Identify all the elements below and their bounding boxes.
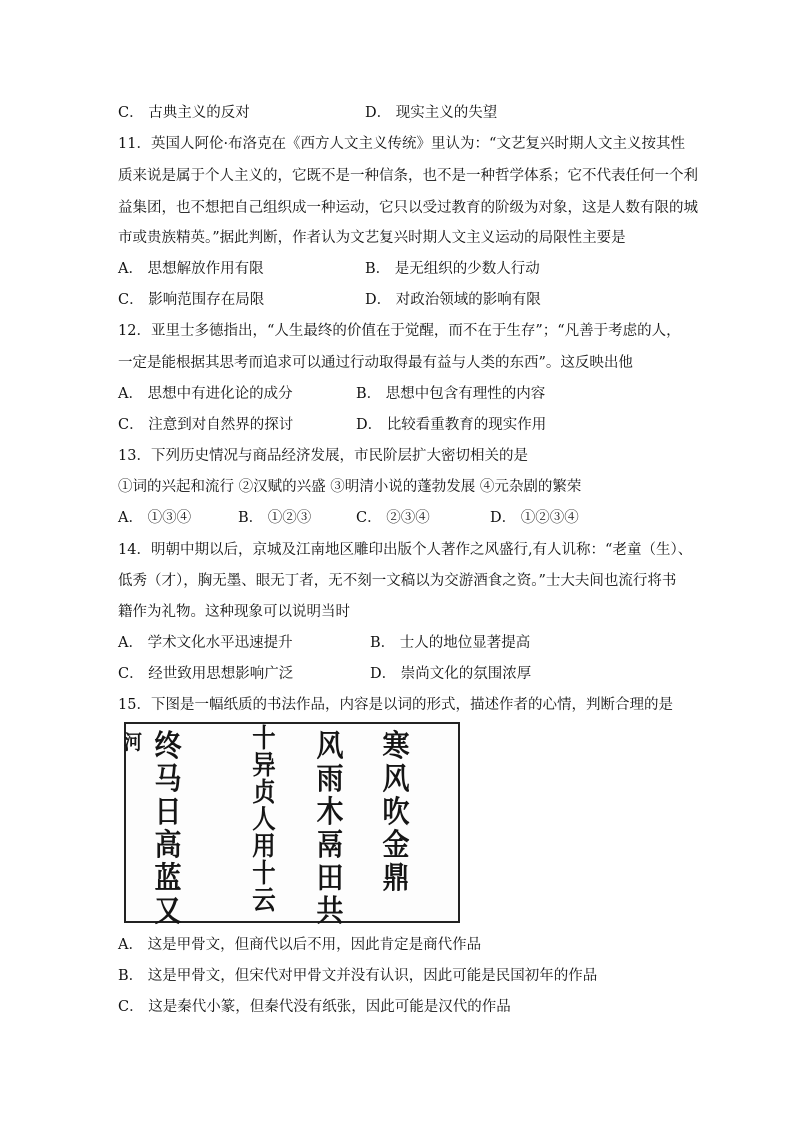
calligraphy-char: 日: [154, 795, 182, 830]
q14-option-b[interactable]: B． 士人的地位显著提高: [370, 635, 531, 651]
calligraphy-column-1: [374, 730, 418, 895]
q14-option-a[interactable]: A． 学术文化水平迅速提升: [118, 635, 293, 651]
calligraphy-char: 终: [154, 729, 182, 764]
calligraphy-char: 吹: [382, 795, 410, 830]
q11-option-b[interactable]: B． 是无组织的少数人行动: [365, 261, 540, 277]
q10-option-c[interactable]: C． 古典主义的反对: [118, 105, 250, 121]
calligraphy-column-2: [308, 730, 352, 928]
q14-stem-line-1: 14．明朝中期以后，京城及江南地区雕印出版个人著作之风盛行,有人讥称：“老童（生）、: [118, 542, 693, 558]
q13-options-row: [118, 508, 678, 528]
q12-options-row-2: [118, 415, 678, 435]
q13-option-d[interactable]: D． ①②③④: [490, 510, 579, 526]
calligraphy-char: 用: [252, 832, 276, 862]
q10-option-d[interactable]: D． 现实主义的失望: [365, 105, 498, 121]
calligraphy-column-4: [146, 730, 190, 928]
q11-stem-line-3: 益集团，也不想把自己组织成一种运动，它只以受过教育的阶级为对象，这是人数有限的城: [118, 200, 698, 216]
calligraphy-char: 田: [316, 861, 344, 896]
calligraphy-char: 雨: [316, 762, 344, 797]
q12-option-c[interactable]: C． 注意到对自然界的探讨: [118, 417, 294, 433]
q14-option-c[interactable]: C． 经世致用思想影响广泛: [118, 666, 294, 682]
calligraphy-char: 异: [252, 751, 276, 781]
q12-option-a[interactable]: A． 思想中有进化论的成分: [118, 386, 293, 402]
calligraphy-char: 木: [316, 795, 344, 830]
calligraphy-char: 共: [316, 894, 344, 929]
q13-option-a[interactable]: A． ①③④: [118, 510, 192, 526]
q15-stem: 15．下图是一幅纸质的书法作品，内容是以词的形式，描述作者的心情，判断合理的是: [118, 697, 673, 713]
calligraphy-char: 马: [154, 762, 182, 797]
q12-option-d[interactable]: D． 比较看重教育的现实作用: [356, 417, 547, 433]
q15-option-a[interactable]: A． 这是甲骨文，但商代以后不用，因此肯定是商代作品: [118, 937, 482, 953]
calligraphy-char: 蓝: [154, 861, 182, 896]
q15-option-c[interactable]: C． 这是秦代小篆，但秦代没有纸张，因此可能是汉代的作品: [118, 999, 511, 1015]
calligraphy-char: 又: [154, 894, 182, 929]
calligraphy-char: 十: [252, 724, 276, 754]
q10-options-row: [118, 103, 678, 123]
calligraphy-char: 高: [154, 828, 182, 863]
q14-option-d[interactable]: D． 崇尚文化的氛围浓厚: [370, 666, 532, 682]
q12-options-row-1: [118, 384, 678, 404]
q12-option-b[interactable]: B． 思想中包含有理性的内容: [356, 386, 546, 402]
q15-option-b[interactable]: B． 这是甲骨文，但宋代对甲骨文并没有认识，因此可能是民国初年的作品: [118, 968, 598, 984]
calligraphy-column-5: [118, 726, 148, 758]
q11-options-row-2: [118, 290, 678, 310]
q14-stem-line-3: 籍作为礼物。这种现象可以说明当时: [118, 604, 350, 620]
q14-options-row-1: [118, 633, 678, 653]
q11-option-c[interactable]: C． 影响范围存在局限: [118, 292, 265, 308]
q11-stem-line-4: 市或贵族精英。”据此判断，作者认为文艺复兴时期人文主义运动的局限性主要是: [118, 230, 626, 246]
q11-options-row-1: [118, 259, 678, 279]
q14-options-row-2: [118, 664, 678, 684]
q11-stem-line-1: 11．英国人阿伦·布洛克在《西方人文主义传统》里认为：“文艺复兴时期人文主义按其性: [118, 136, 685, 152]
calligraphy-char: 人: [252, 805, 276, 835]
calligraphy-char: 十: [252, 859, 276, 889]
q12-stem-line-2: 一定是能根据其思考而追求可以通过行动取得最有益与人类的东西”。这反映出他: [118, 355, 633, 371]
q12-stem-line-1: 12．亚里士多德指出，“人生最终的价值在于觉醒，而不在于生存”；“凡善于考虑的人，: [118, 323, 681, 339]
calligraphy-char: 鬲: [316, 828, 344, 863]
calligraphy-char: 风: [316, 729, 344, 764]
q13-items: ①词的兴起和流行 ②汉赋的兴盛 ③明清小说的蓬勃发展 ④元杂剧的繁荣: [118, 479, 582, 495]
calligraphy-char: 河: [124, 730, 142, 754]
q13-stem: 13．下列历史情况与商品经济发展，市民阶层扩大密切相关的是: [118, 448, 528, 464]
calligraphy-char: 贞: [252, 778, 276, 808]
calligraphy-char: 鼎: [382, 861, 410, 896]
calligraphy-column-3: [242, 726, 286, 915]
q11-option-d[interactable]: D． 对政治领域的影响有限: [365, 292, 541, 308]
calligraphy-image: [124, 722, 460, 929]
calligraphy-char: 金: [382, 828, 410, 863]
q11-stem-line-2: 质来说是属于个人主义的，它既不是一种信条，也不是一种哲学体系；它不代表任何一个利: [118, 168, 698, 184]
calligraphy-char: 云: [252, 886, 276, 916]
q13-option-c[interactable]: C． ②③④: [356, 510, 430, 526]
q14-stem-line-2: 低秀（才），胸无墨、眼无丁者，无不刻一文稿以为交游酒食之资。”士大夫间也流行将书: [118, 573, 677, 589]
q11-option-a[interactable]: A． 思想解放作用有限: [118, 261, 264, 277]
calligraphy-char: 风: [382, 762, 410, 797]
calligraphy-char: 寒: [382, 729, 410, 764]
q13-option-b[interactable]: B． ①②③: [238, 510, 312, 526]
